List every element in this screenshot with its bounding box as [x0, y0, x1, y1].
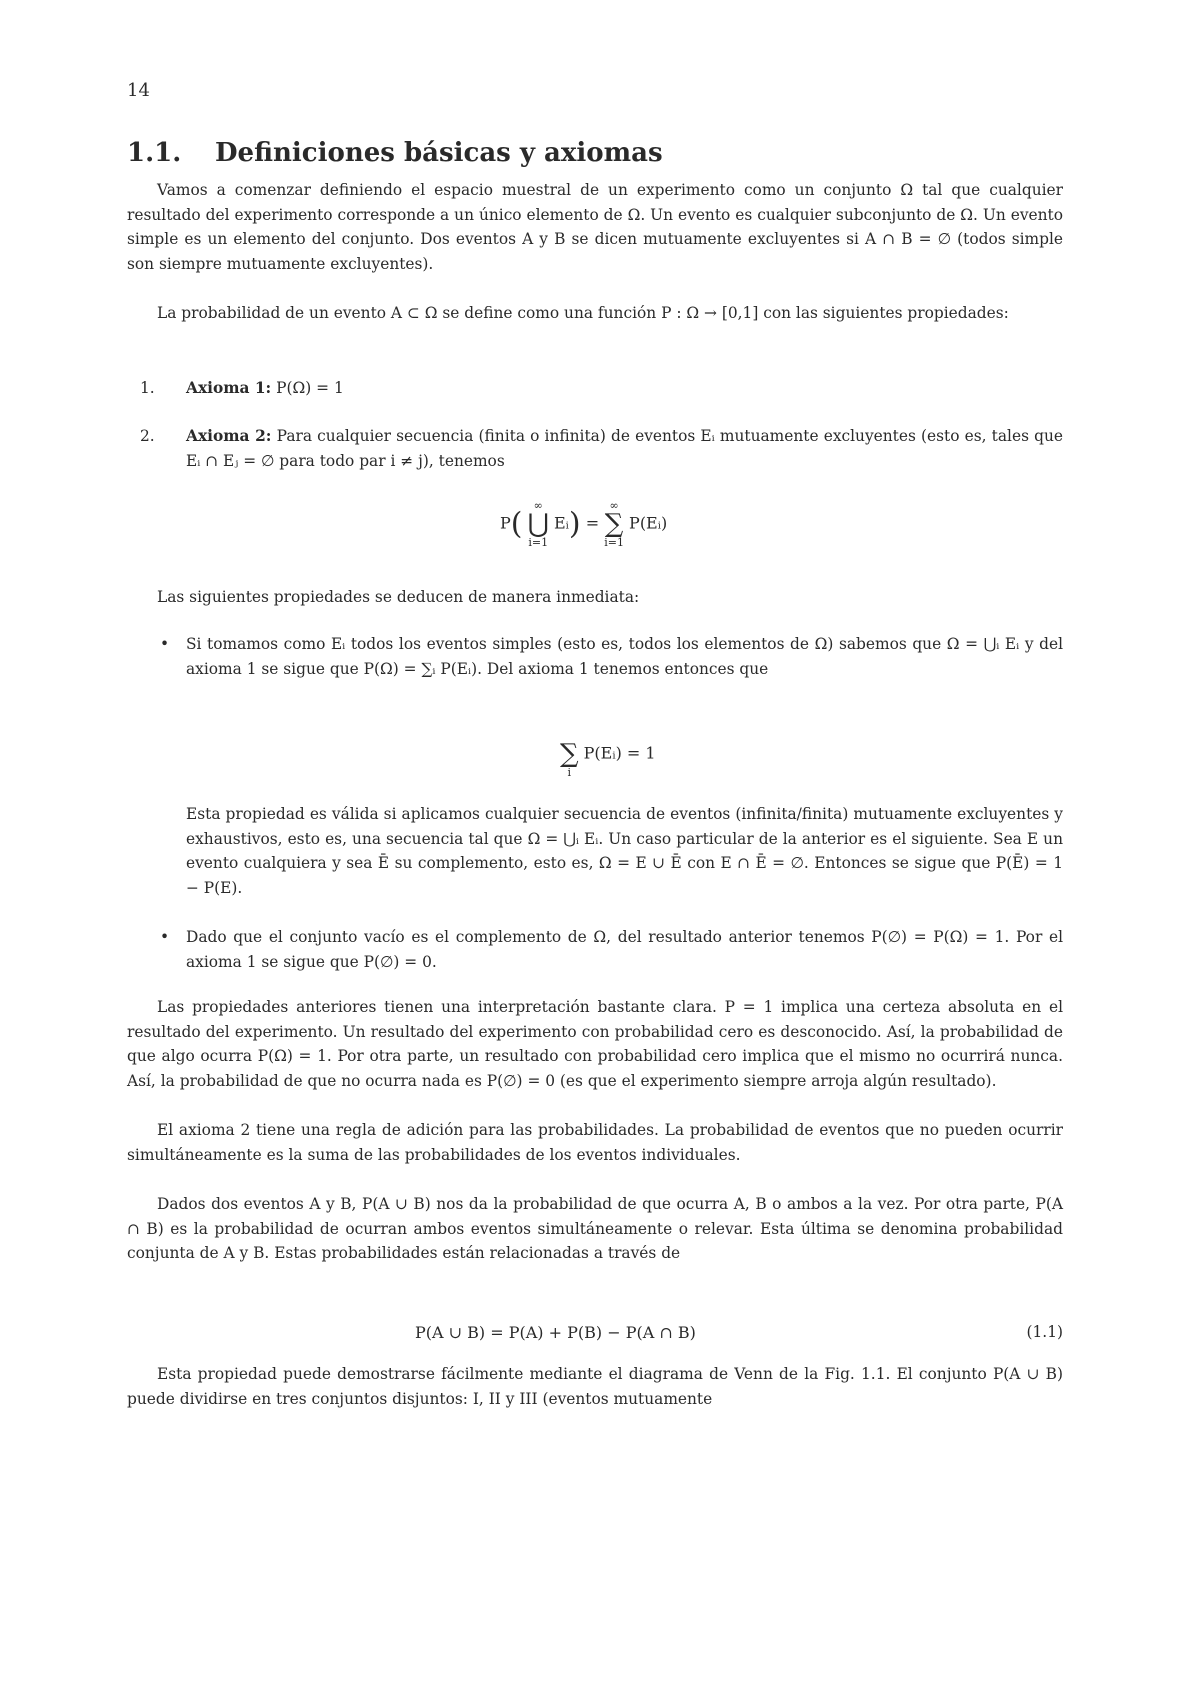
equation-equals: =: [585, 513, 600, 533]
equation-number: (1.1): [1026, 1323, 1063, 1341]
section-heading: [127, 138, 1057, 168]
sum-rhs: P(Eᵢ) = 1: [583, 743, 656, 763]
page-number: 14: [127, 80, 150, 101]
union-upper-limit: ∞: [533, 499, 543, 512]
sum-equation: [560, 730, 656, 778]
document-page: 14 1.1. Definiciones básicas y axiomas Vamos a comenzar definiendo el espacio muestral de un experimento como un conjunto Ω tal que cualquier resultado del experimento corresponde a un único elemento de Ω. Un evento es cualquier subconjunto de Ω. Un evento simple es un elemento del conjunto. Dos eventos A y B se dicen mutuamente excluyentes si A ∩ B = ∅ (todos simple son siempre mutuamente excluyentes). La probabilidad de un evento A ⊂ Ω se define como una función P : Ω → [0,1] con las siguientes propiedades: 1. Axioma 1: P(Ω) = 1 2. Axioma 2: Para cualquier secuencia (finita o infinita) de eventos Eᵢ mutuamente excluyentes (esto es, tales que Eᵢ ∩ Eⱼ = ∅ para todo par i ≠ j), tenemos P( ∞ ⋃ i=1 Eᵢ) = ∞ ∑ i=1 P(Eᵢ) Las siguientes propiedades se deducen de manera inmediata: • Si tomamos como Eᵢ todos los eventos simples (esto es, todos los elementos de Ω) sabemos que Ω = ⋃ᵢ Eᵢ y del axioma 1 se sigue que P(Ω) = ∑ᵢ P(Eᵢ). Del axioma 1 tenemos entonces que ∑ i P(Eᵢ) = 1 Esta propiedad es válida si aplicamos cualquier secuencia de eventos (infinita/finita) mutuamente excluyentes y exhaustivos, esto es, una secuencia tal que Ω = ⋃ᵢ Eᵢ. Un caso particular de la anterior es el siguiente. Sea E un evento cualquiera y sea Ē su complemento, esto es, Ω = E ∪ Ē con E ∩ Ē = ∅. Entonces se sigue que P(Ē) = 1 − P(E). • Dado que el conjunto vacío es el complemento de Ω, del resultado anterior tenemos P(∅) = P(Ω) = 1. Por el axioma 1 se sigue que P(∅) = 0. Las propiedades anteriores tienen una interpretación bastante clara. P = 1 implica una certeza absoluta en el resultado del experimento. Un resultado del experimento con probabilidad cero es desconocido. Así, la probabilidad de que algo ocurra P(Ω) = 1. Por otra parte, un resultado con probabilidad cero implica que el mismo no ocurrirá nunca. Así, la probabilidad de que no ocurra nada es P(∅) = 0 (es que el experimento siempre arroja algún resultado). El axioma 2 tiene una regla de adición para las probabilidades. La probabilidad de eventos que no pueden ocurrir simultáneamente es la suma de las probabilidades de los eventos individuales. Dados dos eventos A y B, P(A ∪ B) nos da la probabilidad de que ocurra A, B o ambos a la vez. Por otra parte, P(A ∩ B) es la probabilidad de ocurran ambos eventos simultáneamente o relevar. Esta última se denomina probabilidad conjunta de A y B. Estas probabilidades están relacionadas a través de P(A ∪ B) = P(A) + P(B) − P(A ∩ B) (1.1) Esta propiedad puede demostrarse fácilmente mediante el diagrama de Venn de la Fig. 1.1. El conjunto P(A ∪ B) puede dividirse en tres conjuntos disjuntos: I, II y III (eventos mutuamente: [0, 0, 1190, 1684]
sum-operator: ∞ ∑ i=1: [604, 499, 624, 549]
axiom-1-label: 1.: [140, 379, 155, 397]
paragraph-probability-definition: La probabilidad de un evento A ⊂ Ω se define como una función P : Ω → [0,1] con las siguientes propiedades:: [157, 304, 1009, 322]
equation-ei: Eᵢ: [554, 513, 569, 533]
paragraph-joint-probability: Dados dos eventos A y B, P(A ∪ B) nos da la probabilidad de que ocurra A, B o ambos a la vez. Por otra parte, P(A ∩ B) es la probabilidad de ocurran ambos eventos simultáneamente o relevar. Esta última se denomina probabilidad conjunta de A y B. Estas probabilidades están relacionadas a través de: [127, 1195, 1063, 1262]
sum-upper-limit: ∞: [609, 499, 619, 512]
equation-rhs: P(Eᵢ): [629, 513, 668, 533]
paragraph-properties-intro: Las siguientes propiedades se deducen de manera inmediata:: [157, 588, 640, 606]
axiom-2-equation: P( ∞ ⋃ i=1 Eᵢ) = ∞ ∑ i=1 P(Eᵢ): [500, 499, 668, 549]
paragraph-interpretation: Las propiedades anteriores tienen una interpretación bastante clara. P = 1 implica una certeza absoluta en el resultado del experimento. Un resultado del experimento con probabilidad cero es desconocido. Así, la probabilidad de que algo ocurra P(Ω) = 1. Por otra parte, un resultado con probabilidad cero implica que el mismo no ocurrirá nunca. Así, la probabilidad de que no ocurra nada es P(∅) = 0 (es que el experimento siempre arroja algún resultado).: [127, 998, 1063, 1090]
union-operator: ∞ ⋃ i=1: [527, 499, 549, 549]
axiom-1-text: P(Ω) = 1: [276, 379, 344, 397]
axiom-1-name: Axioma 1:: [186, 379, 272, 397]
section-title: Definiciones básicas y axiomas: [215, 138, 663, 168]
section-number: 1.1.: [127, 138, 182, 168]
bullet-complement-text: Si tomamos como Eᵢ todos los eventos simples (esto es, todos los elementos de Ω) sabemos que Ω = ⋃ᵢ Eᵢ y del axioma 1 se sigue que P(Ω) = ∑ᵢ P(Eᵢ). Del axioma 1 tenemos entonces que: [186, 635, 1063, 678]
bullet-empty-set-text: Dado que el conjunto vacío es el complemento de Ω, del resultado anterior tenemos P(∅) = P(Ω) = 1. Por el axioma 1 se sigue que P(∅) = 0.: [186, 928, 1063, 971]
paragraph-intro: Vamos a comenzar definiendo el espacio muestral de un experimento como un conjunto Ω tal que cualquier resultado del experimento corresponde a un único elemento de Ω. Un evento es cualquier subconjunto de Ω. Un evento simple es un elemento del conjunto. Dos eventos A y B se dicen mutuamente excluyentes si A ∩ B = ∅ (todos simple son siempre mutuamente excluyentes).: [127, 181, 1063, 273]
sum-operator-2: ∑ i: [560, 739, 579, 779]
axiom-2-name: Axioma 2:: [186, 427, 272, 445]
paragraph-venn: Esta propiedad puede demostrarse fácilmente mediante el diagrama de Venn de la Fig. 1.1. El conjunto P(A ∪ B) puede dividirse en tres conjuntos disjuntos: I, II y III (eventos mutuamente: [127, 1365, 1063, 1408]
paragraph-addition-rule: El axioma 2 tiene una regla de adición para las probabilidades. La probabilidad de eventos que no pueden ocurrir simultáneamente es la suma de las probabilidades de los eventos individuales.: [127, 1121, 1063, 1164]
equation-p: P: [500, 513, 511, 533]
bullet-complement-continuation: Esta propiedad es válida si aplicamos cualquier secuencia de eventos (infinita/finita) mutuamente excluyentes y exhaustivos, esto es, una secuencia tal que Ω = ⋃ᵢ Eᵢ. Un caso particular de la anterior es el siguiente. Sea E un evento cualquiera y sea Ē su complemento, esto es, Ω = E ∪ Ē con E ∩ Ē = ∅. Entonces se sigue que P(Ē) = 1 − P(E).: [186, 805, 1063, 897]
sum-lower-limit: i=1: [604, 536, 624, 549]
axiom-2-text: Para cualquier secuencia (finita o infinita) de eventos Eᵢ mutuamente excluyentes (esto es, tales que Eᵢ ∩ Eⱼ = ∅ para todo par i ≠ j), tenemos: [186, 427, 1063, 470]
axiom-2-label: 2.: [140, 427, 155, 445]
sum-index: i: [567, 766, 572, 779]
union-lower-limit: i=1: [528, 536, 549, 549]
union-equation: P(A ∪ B) = P(A) + P(B) − P(A ∩ B): [415, 1323, 696, 1342]
